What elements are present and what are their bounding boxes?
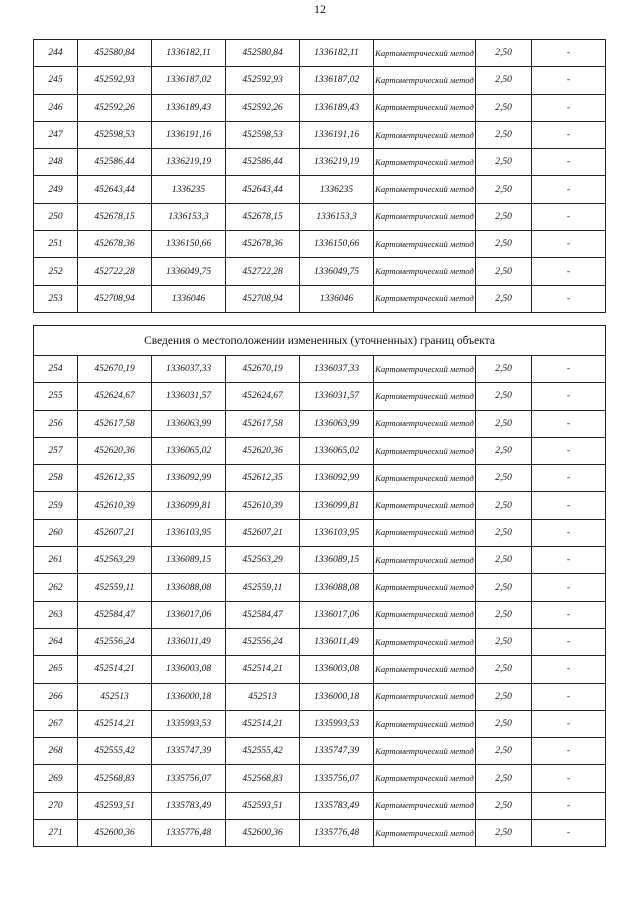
x-new-cell: 452670,19 (226, 356, 300, 383)
accuracy-cell: 2,50 (476, 765, 532, 792)
x-new-cell: 452556,24 (226, 628, 300, 655)
accuracy-cell: 2,50 (476, 820, 532, 847)
y-old-cell: 1335747,39 (152, 738, 226, 765)
description-cell: - (532, 149, 606, 176)
y-new-cell: 1336153,3 (300, 203, 374, 230)
method-cell: Картометрический метод (374, 203, 476, 230)
point-number-cell: 248 (34, 149, 78, 176)
point-number-cell: 260 (34, 519, 78, 546)
accuracy-cell: 2,50 (476, 574, 532, 601)
description-cell: - (532, 683, 606, 710)
x-new-cell: 452612,35 (226, 465, 300, 492)
accuracy-cell: 2,50 (476, 738, 532, 765)
y-old-cell: 1336031,57 (152, 383, 226, 410)
point-number-cell: 261 (34, 547, 78, 574)
point-number-cell: 245 (34, 67, 78, 94)
description-cell: - (532, 465, 606, 492)
x-old-cell: 452584,47 (78, 601, 152, 628)
method-cell: Картометрический метод (374, 547, 476, 574)
x-new-cell: 452722,28 (226, 258, 300, 285)
description-cell: - (532, 656, 606, 683)
description-cell: - (532, 67, 606, 94)
table-row (34, 820, 606, 847)
y-new-cell: 1336092,99 (300, 465, 374, 492)
description-cell: - (532, 94, 606, 121)
method-cell: Картометрический метод (374, 601, 476, 628)
method-cell: Картометрический метод (374, 628, 476, 655)
accuracy-cell: 2,50 (476, 410, 532, 437)
point-number-cell: 267 (34, 710, 78, 737)
y-old-cell: 1336003,08 (152, 656, 226, 683)
y-new-cell: 1336089,15 (300, 547, 374, 574)
x-old-cell: 452708,94 (78, 285, 152, 312)
point-number-cell: 270 (34, 792, 78, 819)
method-cell: Картометрический метод (374, 792, 476, 819)
method-cell: Картометрический метод (374, 285, 476, 312)
y-old-cell: 1336189,43 (152, 94, 226, 121)
description-cell: - (532, 437, 606, 464)
y-old-cell: 1336049,75 (152, 258, 226, 285)
point-number-cell: 258 (34, 465, 78, 492)
y-old-cell: 1336063,99 (152, 410, 226, 437)
y-old-cell: 1336046 (152, 285, 226, 312)
x-new-cell: 452678,15 (226, 203, 300, 230)
x-old-cell: 452592,93 (78, 67, 152, 94)
x-new-cell: 452708,94 (226, 285, 300, 312)
x-old-cell: 452624,67 (78, 383, 152, 410)
point-number-cell: 256 (34, 410, 78, 437)
table-row (34, 40, 606, 67)
table-row (34, 792, 606, 819)
y-old-cell: 1335756,07 (152, 765, 226, 792)
x-old-cell: 452556,24 (78, 628, 152, 655)
accuracy-cell: 2,50 (476, 710, 532, 737)
method-cell: Картометрический метод (374, 710, 476, 737)
method-cell: Картометрический метод (374, 356, 476, 383)
description-cell: - (532, 820, 606, 847)
accuracy-cell: 2,50 (476, 683, 532, 710)
accuracy-cell: 2,50 (476, 121, 532, 148)
y-old-cell: 1336000,18 (152, 683, 226, 710)
x-old-cell: 452620,36 (78, 437, 152, 464)
method-cell: Картометрический метод (374, 437, 476, 464)
point-number-cell: 254 (34, 356, 78, 383)
description-cell: - (532, 792, 606, 819)
description-cell: - (532, 121, 606, 148)
accuracy-cell: 2,50 (476, 40, 532, 67)
table-row (34, 94, 606, 121)
x-old-cell: 452600,36 (78, 820, 152, 847)
table-row (34, 465, 606, 492)
x-old-cell: 452563,29 (78, 547, 152, 574)
method-cell: Картометрический метод (374, 492, 476, 519)
accuracy-cell: 2,50 (476, 492, 532, 519)
y-new-cell: 1336189,43 (300, 94, 374, 121)
x-old-cell: 452580,84 (78, 40, 152, 67)
x-new-cell: 452610,39 (226, 492, 300, 519)
point-number-cell: 271 (34, 820, 78, 847)
description-cell: - (532, 519, 606, 546)
table-row (34, 683, 606, 710)
table-row (34, 574, 606, 601)
x-old-cell: 452678,15 (78, 203, 152, 230)
point-number-cell: 257 (34, 437, 78, 464)
accuracy-cell: 2,50 (476, 437, 532, 464)
accuracy-cell: 2,50 (476, 465, 532, 492)
accuracy-cell: 2,50 (476, 356, 532, 383)
x-new-cell: 452586,44 (226, 149, 300, 176)
method-cell: Картометрический метод (374, 656, 476, 683)
x-old-cell: 452722,28 (78, 258, 152, 285)
y-new-cell: 1336017,06 (300, 601, 374, 628)
method-cell: Картометрический метод (374, 121, 476, 148)
description-cell: - (532, 765, 606, 792)
y-old-cell: 1336103,95 (152, 519, 226, 546)
x-old-cell: 452610,39 (78, 492, 152, 519)
method-cell: Картометрический метод (374, 149, 476, 176)
x-new-cell: 452678,36 (226, 231, 300, 258)
method-cell: Картометрический метод (374, 40, 476, 67)
x-old-cell: 452593,51 (78, 792, 152, 819)
y-new-cell: 1336187,02 (300, 67, 374, 94)
accuracy-cell: 2,50 (476, 792, 532, 819)
table-row (34, 765, 606, 792)
point-number-cell: 249 (34, 176, 78, 203)
y-old-cell: 1335993,53 (152, 710, 226, 737)
table-row (34, 149, 606, 176)
x-new-cell: 452607,21 (226, 519, 300, 546)
x-old-cell: 452643,44 (78, 176, 152, 203)
method-cell: Картометрический метод (374, 465, 476, 492)
x-new-cell: 452592,93 (226, 67, 300, 94)
y-new-cell: 1335747,39 (300, 738, 374, 765)
description-cell: - (532, 203, 606, 230)
description-cell: - (532, 176, 606, 203)
x-new-cell: 452592,26 (226, 94, 300, 121)
x-old-cell: 452598,53 (78, 121, 152, 148)
description-cell: - (532, 547, 606, 574)
description-cell: - (532, 356, 606, 383)
x-new-cell: 452514,21 (226, 656, 300, 683)
y-new-cell: 1335756,07 (300, 765, 374, 792)
x-new-cell: 452593,51 (226, 792, 300, 819)
method-cell: Картометрический метод (374, 176, 476, 203)
point-number-cell: 259 (34, 492, 78, 519)
point-number-cell: 269 (34, 765, 78, 792)
y-old-cell: 1336099,81 (152, 492, 226, 519)
section-title: Сведения о местоположении измененных (уточненных) границ объекта (34, 326, 606, 356)
table-row (34, 67, 606, 94)
y-new-cell: 1336219,19 (300, 149, 374, 176)
y-old-cell: 1336089,15 (152, 547, 226, 574)
y-old-cell: 1336187,02 (152, 67, 226, 94)
accuracy-cell: 2,50 (476, 383, 532, 410)
description-cell: - (532, 258, 606, 285)
method-cell: Картометрический метод (374, 258, 476, 285)
x-old-cell: 452617,58 (78, 410, 152, 437)
method-cell: Картометрический метод (374, 410, 476, 437)
y-old-cell: 1336065,02 (152, 437, 226, 464)
table-row (34, 437, 606, 464)
x-old-cell: 452607,21 (78, 519, 152, 546)
description-cell: - (532, 601, 606, 628)
point-number-cell: 262 (34, 574, 78, 601)
table-row (34, 738, 606, 765)
point-number-cell: 250 (34, 203, 78, 230)
x-old-cell: 452612,35 (78, 465, 152, 492)
y-old-cell: 1335776,48 (152, 820, 226, 847)
description-cell: - (532, 383, 606, 410)
table-row (34, 601, 606, 628)
x-new-cell: 452563,29 (226, 547, 300, 574)
x-old-cell: 452678,36 (78, 231, 152, 258)
point-number-cell: 266 (34, 683, 78, 710)
point-number-cell: 253 (34, 285, 78, 312)
y-new-cell: 1336037,33 (300, 356, 374, 383)
x-new-cell: 452584,47 (226, 601, 300, 628)
accuracy-cell: 2,50 (476, 231, 532, 258)
method-cell: Картометрический метод (374, 738, 476, 765)
page-number: 12 (314, 2, 326, 16)
description-cell: - (532, 574, 606, 601)
method-cell: Картометрический метод (374, 683, 476, 710)
y-old-cell: 1336037,33 (152, 356, 226, 383)
accuracy-cell: 2,50 (476, 203, 532, 230)
y-old-cell: 1336153,3 (152, 203, 226, 230)
point-number-cell: 252 (34, 258, 78, 285)
y-new-cell: 1335783,49 (300, 792, 374, 819)
y-new-cell: 1335993,53 (300, 710, 374, 737)
method-cell: Картометрический метод (374, 94, 476, 121)
y-old-cell: 1336182,11 (152, 40, 226, 67)
x-new-cell: 452598,53 (226, 121, 300, 148)
y-new-cell: 1336031,57 (300, 383, 374, 410)
y-new-cell: 1336099,81 (300, 492, 374, 519)
table-row (34, 656, 606, 683)
point-number-cell: 263 (34, 601, 78, 628)
table-row (34, 258, 606, 285)
table-row (34, 285, 606, 312)
x-new-cell: 452568,83 (226, 765, 300, 792)
x-new-cell: 452555,42 (226, 738, 300, 765)
y-new-cell: 1336088,08 (300, 574, 374, 601)
method-cell: Картометрический метод (374, 574, 476, 601)
method-cell: Картометрический метод (374, 519, 476, 546)
x-new-cell: 452643,44 (226, 176, 300, 203)
point-number-cell: 255 (34, 383, 78, 410)
coordinates-table-top (33, 39, 606, 313)
y-new-cell: 1336046 (300, 285, 374, 312)
y-new-cell: 1336000,18 (300, 683, 374, 710)
x-new-cell: 452600,36 (226, 820, 300, 847)
table-row (34, 710, 606, 737)
table-row (34, 176, 606, 203)
accuracy-cell: 2,50 (476, 258, 532, 285)
y-new-cell: 1336065,02 (300, 437, 374, 464)
x-old-cell: 452514,21 (78, 656, 152, 683)
method-cell: Картометрический метод (374, 820, 476, 847)
description-cell: - (532, 628, 606, 655)
accuracy-cell: 2,50 (476, 628, 532, 655)
y-new-cell: 1336063,99 (300, 410, 374, 437)
y-old-cell: 1336150,66 (152, 231, 226, 258)
accuracy-cell: 2,50 (476, 149, 532, 176)
x-old-cell: 452555,42 (78, 738, 152, 765)
y-new-cell: 1336003,08 (300, 656, 374, 683)
x-new-cell: 452514,21 (226, 710, 300, 737)
y-old-cell: 1336017,06 (152, 601, 226, 628)
x-new-cell: 452559,11 (226, 574, 300, 601)
point-number-cell: 244 (34, 40, 78, 67)
accuracy-cell: 2,50 (476, 601, 532, 628)
table-row (34, 492, 606, 519)
y-new-cell: 1336049,75 (300, 258, 374, 285)
y-new-cell: 1336235 (300, 176, 374, 203)
table-row (34, 628, 606, 655)
point-number-cell: 246 (34, 94, 78, 121)
method-cell: Картометрический метод (374, 765, 476, 792)
method-cell: Картометрический метод (374, 383, 476, 410)
method-cell: Картометрический метод (374, 231, 476, 258)
y-old-cell: 1336191,16 (152, 121, 226, 148)
coordinates-table-changed-borders (33, 325, 606, 847)
accuracy-cell: 2,50 (476, 94, 532, 121)
x-new-cell: 452617,58 (226, 410, 300, 437)
description-cell: - (532, 710, 606, 737)
accuracy-cell: 2,50 (476, 519, 532, 546)
y-new-cell: 1336103,95 (300, 519, 374, 546)
point-number-cell: 268 (34, 738, 78, 765)
x-new-cell: 452513 (226, 683, 300, 710)
y-new-cell: 1335776,48 (300, 820, 374, 847)
x-old-cell: 452514,21 (78, 710, 152, 737)
point-number-cell: 251 (34, 231, 78, 258)
x-old-cell: 452559,11 (78, 574, 152, 601)
accuracy-cell: 2,50 (476, 67, 532, 94)
x-old-cell: 452670,19 (78, 356, 152, 383)
description-cell: - (532, 231, 606, 258)
y-old-cell: 1336092,99 (152, 465, 226, 492)
point-number-cell: 264 (34, 628, 78, 655)
point-number-cell: 247 (34, 121, 78, 148)
table-row (34, 203, 606, 230)
point-number-cell: 265 (34, 656, 78, 683)
table-row (34, 383, 606, 410)
x-old-cell: 452586,44 (78, 149, 152, 176)
accuracy-cell: 2,50 (476, 656, 532, 683)
description-cell: - (532, 285, 606, 312)
x-new-cell: 452624,67 (226, 383, 300, 410)
description-cell: - (532, 410, 606, 437)
y-old-cell: 1336011,49 (152, 628, 226, 655)
x-old-cell: 452592,26 (78, 94, 152, 121)
y-new-cell: 1336191,16 (300, 121, 374, 148)
method-cell: Картометрический метод (374, 67, 476, 94)
description-cell: - (532, 492, 606, 519)
accuracy-cell: 2,50 (476, 176, 532, 203)
table-row (34, 121, 606, 148)
y-old-cell: 1336219,19 (152, 149, 226, 176)
table-row (34, 519, 606, 546)
description-cell: - (532, 738, 606, 765)
y-new-cell: 1336182,11 (300, 40, 374, 67)
x-old-cell: 452568,83 (78, 765, 152, 792)
y-new-cell: 1336011,49 (300, 628, 374, 655)
table-row (34, 231, 606, 258)
y-old-cell: 1335783,49 (152, 792, 226, 819)
y-old-cell: 1336088,08 (152, 574, 226, 601)
accuracy-cell: 2,50 (476, 285, 532, 312)
y-old-cell: 1336235 (152, 176, 226, 203)
x-old-cell: 452513 (78, 683, 152, 710)
x-new-cell: 452580,84 (226, 40, 300, 67)
accuracy-cell: 2,50 (476, 547, 532, 574)
x-new-cell: 452620,36 (226, 437, 300, 464)
description-cell: - (532, 40, 606, 67)
table-row (34, 356, 606, 383)
y-new-cell: 1336150,66 (300, 231, 374, 258)
table-row (34, 410, 606, 437)
table-row (34, 547, 606, 574)
